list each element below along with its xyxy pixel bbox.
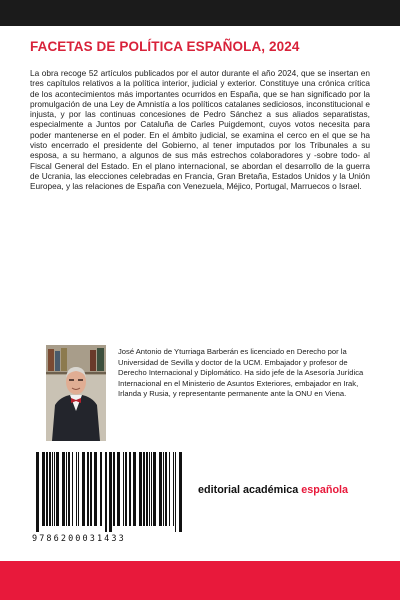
isbn-digits: 9786200031433 [32,534,126,544]
bottom-red-band [0,561,400,600]
author-photo [46,345,106,441]
book-title: FACETAS DE POLÍTICA ESPAÑOLA, 2024 [30,39,300,54]
isbn-barcode [32,452,184,544]
publisher-name-accent: española [301,484,349,496]
top-dark-band [0,0,400,26]
publisher-name-main: editorial académica [198,484,302,496]
book-description: La obra recoge 52 artículos publicados por el autor durante el año 2024, que se insertan en tres capítulos relativos a la política interior, judicial y exterior. Constituye una crónica crítica de los acontecimientos más importantes ocurridos en España, que se han significado por la promulgación de una Ley de Amnistía a los políticos catalanes sediciosos, inconstitucional e injusta, y por las continuas concesiones de Pedro Sánchez a sus aliados separatistas, especialmente a Juntos por Cataluña de Carles Puigdemont, cuyos votos necesita para poder mantenerse en el poder. En el ámbito judicial, se examina el cerco en el que se ha visto encerrado el presidente del Gobierno, al tener imputados por los Tribunales a su esposa, a su hermano, a algunos de sus más estrechos colaboradores y -sobre todo- al Fiscal General del Estado. En el plano internacional, se abordan el desarrollo de la guerra de Ucrania, las elecciones celebradas en Francia, Gran Bretaña, Estados Unidos y la Unión Europea, y las relaciones de España con Venezuela, Méjico, Portugal, Marruecos o Israel. [30,68,370,192]
author-bio: José Antonio de Yturriaga Barberán es licenciado en Derecho por la Universidad de Sevilla y doctor de la UCM. Embajador y profesor de Derecho Internacional y Diplomático. Ha sido jefe de la Asesoría Jurídica Internacional en el Ministerio de Asuntos Exteriores, embajador en Irak, Irlanda y Rusia, y representante permanente ante la ONU en Viena. [118,347,364,399]
publisher-name [198,484,348,496]
barcode-icon [32,452,184,532]
